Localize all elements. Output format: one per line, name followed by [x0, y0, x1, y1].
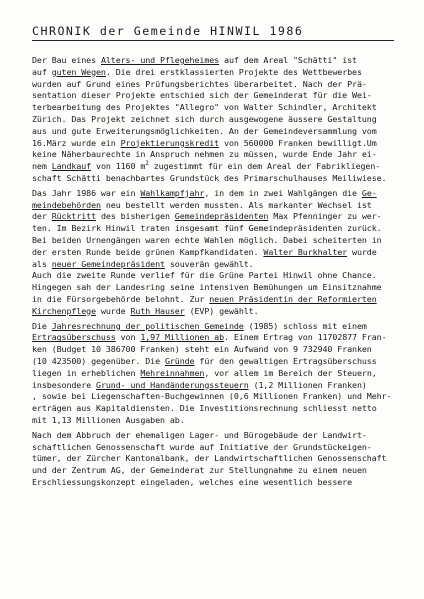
underlined-text: Rücktritt: [51, 211, 97, 222]
underlined-text: Gründe: [164, 355, 195, 366]
text-segment: . Einem Ertrag von 11702877 Fran-: [224, 332, 387, 343]
text-line: [32, 102, 402, 114]
text-segment: aus und gute Erweiterungsmöglichkeiten. An der Gemeindeversammlung vom: [32, 125, 377, 136]
text-line: [32, 368, 402, 380]
underlined-text: 1,97 Millionen ab: [140, 332, 225, 343]
underlined-text: Mehreinnahmen: [140, 367, 205, 378]
underlined-text: Gemeindepräsidenten: [174, 211, 269, 222]
text-segment: erträgen aus Kapitaldiensten. Die Investitionsrechnung schliesst netto: [32, 403, 377, 414]
text-line: [32, 200, 402, 212]
text-segment: . Die drei erstklassierten Projekte des Wettbewerbes: [105, 66, 362, 77]
text-line: [32, 55, 402, 67]
text-segment: sentation dieser Projekte entschied sich der Gemeinderat für die Wei-: [32, 90, 372, 101]
text-segment: (EVP) gewählt.: [184, 305, 259, 316]
page-title: CHRONIK der Gemeinde HINWIL 1986: [32, 24, 394, 41]
paragraph: [32, 55, 402, 185]
text-segment: nem: [32, 161, 52, 172]
text-segment: , vor allem im Bereich der Steuern,: [204, 367, 377, 378]
text-segment: , sowie bei Liegenschaften-Buchgewinnen (0,6 Millionen Franken) und Mehr-: [32, 391, 392, 402]
underlined-text: Jahresrechnung der politischen Gemeinde: [51, 320, 244, 331]
text-line: [32, 126, 402, 138]
underlined-text: guten Wegen: [51, 66, 106, 77]
text-line: [32, 161, 402, 173]
text-segment: ken (Budget 10 386700 Franken) steht ein Aufwand von 9 732940 Franken: [32, 344, 372, 355]
text-segment: insbesondere: [32, 379, 97, 390]
text-line: [32, 149, 402, 161]
underlined-text: Ruth Hauser: [130, 305, 185, 316]
underlined-text: neuer Gemeindepräsident: [51, 258, 165, 269]
text-segment: (1,2 Millionen Franken): [248, 379, 367, 390]
text-segment: ten. Im Bezirk Hinwil traten insgesamt fünf Gemeindepräsidenten zurück.: [32, 223, 382, 234]
text-segment: zugestimmt für ein dem Areal der Fabrikliegen-: [148, 161, 381, 172]
text-segment: und der Zentrum AG, der Gemeinderat zur Stellungnahme zu einem neuen: [32, 465, 367, 476]
text-segment: für den gewaltigen Ertragsüberschuss: [194, 355, 377, 366]
text-line: [32, 67, 402, 79]
text-segment: terbearbeitung des Projektes "Allegro" von Walter Schindler, Architekt: [32, 102, 377, 113]
text-line: [32, 259, 402, 271]
text-segment: wurde: [347, 246, 377, 257]
paragraph: [32, 321, 402, 427]
text-segment: Erschliessungskonzept eingeladen, welches eine wesentlich bessere: [32, 476, 353, 487]
text-line: [32, 453, 402, 465]
text-line: [32, 138, 402, 150]
text-segment: von: [115, 332, 141, 343]
text-segment: , in dem in zwei Wahlgängen die: [204, 187, 362, 198]
text-segment: liegen in erheblichen: [32, 367, 141, 378]
underlined-text: Wahlkampfjahr: [140, 187, 205, 198]
underlined-text: Kirchenpflege: [32, 305, 97, 316]
text-segment: wurde: [96, 305, 131, 316]
text-segment: von 560000 Franken bewilligt.Um: [219, 137, 377, 148]
text-line: [32, 356, 402, 368]
text-segment: Das Jahr 1986 war ein: [32, 187, 141, 198]
text-line: [32, 188, 402, 200]
text-line: [32, 430, 402, 442]
text-segment: Die: [32, 320, 52, 331]
text-segment: tümer, der Zürcher Kantonalbank, der Landwirtschaftlichen Genossenschaft: [32, 453, 387, 464]
text-line: [32, 79, 402, 91]
text-line: [32, 173, 402, 185]
text-segment: Zürich. Das Projekt zeichnet sich durch ausgewogene äussere Gestaltung: [32, 113, 377, 124]
text-line: [32, 282, 402, 294]
text-segment: keine Näherbaurechte in Anspruch nehmen zu müssen, wurde Ende Jahr ei-: [32, 149, 377, 160]
underlined-text: neuen Präsidentin der Reformierten: [209, 293, 377, 304]
text-line: [32, 114, 402, 126]
text-segment: Max Pfenninger zu wer-: [268, 211, 382, 222]
text-segment: (10 423500) gegenüber. Die: [32, 355, 165, 366]
text-line: [32, 403, 402, 415]
text-segment: des bisherigen: [96, 211, 175, 222]
text-segment: schaftlichen Genossenschaft wurde auf Initiative der Grundstückeigen-: [32, 441, 372, 452]
text-segment: neu bestellt werden mussten. Als markanter Wechsel ist: [100, 199, 372, 210]
underlined-text: Walter Burkhalter: [263, 246, 348, 257]
underlined-text: meindebehörden: [32, 199, 101, 210]
underlined-text: Ge-: [361, 187, 377, 198]
text-segment: auf: [32, 66, 52, 77]
text-segment: Der Bau eines: [32, 55, 101, 65]
text-line: [32, 477, 402, 489]
chronicle-body: [32, 55, 402, 492]
text-line: [32, 332, 402, 344]
text-segment: in die Fürsorgebehörde belohnt. Zur: [32, 293, 210, 304]
text-line: [32, 223, 402, 235]
text-line: [32, 211, 402, 223]
text-line: [32, 321, 402, 333]
text-line: [32, 294, 402, 306]
text-segment: Hingegen sah der Landesring seine intensiven Bemühungen um Einsitznahme: [32, 282, 382, 293]
text-segment: Auch die zweite Runde verlief für die Grüne Partei Hinwil ohne Chance.: [32, 270, 377, 281]
underlined-text: Projektierungskredit: [120, 137, 220, 148]
text-segment: (1985) schloss mit einem: [243, 320, 367, 331]
text-line: [32, 344, 402, 356]
text-line: [32, 442, 402, 454]
text-line: [32, 247, 402, 259]
text-line: [32, 415, 402, 427]
text-segment: mit 1,13 Millionen Ausgaben ab.: [32, 414, 185, 425]
text-segment: wurden auf Grund eines Prüfungsberichtes überarbeitet. Nach der Prä-: [32, 78, 367, 89]
text-segment: auf dem Areal "Schätti" ist: [219, 55, 357, 65]
paragraph: [32, 430, 402, 489]
text-segment: der ersten Runde beide grünen Kampfkandidaten.: [32, 246, 264, 257]
text-line: [32, 235, 402, 247]
text-line: [32, 306, 402, 318]
underlined-text: Ertragsüberschuss: [32, 332, 116, 343]
text-line: [32, 90, 402, 102]
text-segment: Bei beiden Urnengängen waren echte Wahlen möglich. Dabei scheiterten in: [32, 234, 382, 245]
paragraph: [32, 188, 402, 318]
text-segment: souverän gewählt.: [164, 258, 254, 269]
underlined-text: Grund- und Handänderungssteuern: [96, 379, 249, 390]
underlined-text: Landkauf: [51, 161, 92, 172]
text-line: [32, 465, 402, 477]
superscript-text: 2: [145, 160, 149, 168]
text-line: [32, 391, 402, 403]
text-line: [32, 380, 402, 392]
text-segment: als: [32, 258, 52, 269]
text-segment: 16.März wurde ein: [32, 137, 121, 148]
text-segment: von 1160 m: [91, 161, 146, 172]
underlined-text: Alters- und Pflegeheimes: [100, 55, 220, 65]
text-line: [32, 270, 402, 282]
text-segment: der: [32, 211, 52, 222]
text-segment: Nach dem Abbruch der ehemaligen Lager- und Bürogebäude der Landwirt-: [32, 429, 367, 440]
text-segment: schaft Schätti benachbartes Grundstück des Primarschulhauses Meiliwiese.: [32, 172, 387, 183]
